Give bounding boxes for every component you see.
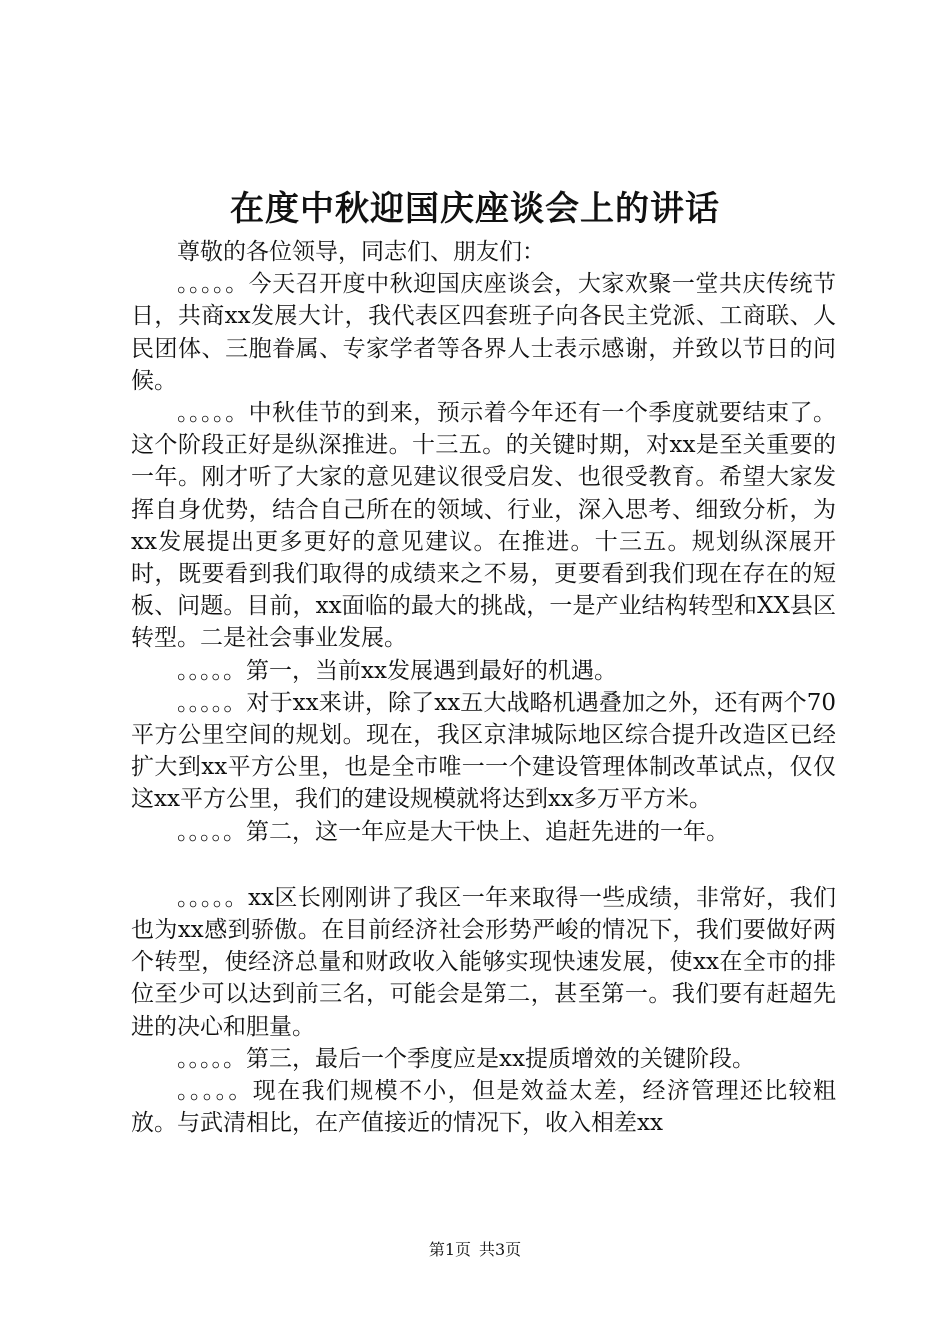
paragraph: 。。。。。中秋佳节的到来，预示着今年还有一个季度就要结束了。这个阶段正好是纵深推进。十三五。的关键时期，对xx是至关重要的一年。刚才听了大家的意见建议很受启发、也很受教育。希望大家发挥自身优势，结合自己所在的领域、行业，深入思考、细致分析，为xx发展提出更多更好的意见建议。在推进。十三五。规划纵深展开时，既要看到我们取得的成绩来之不易，更要看到我们现在存在的短板、问题。目前，xx面临的最大的挑战，一是产业结构转型和XX县区转型。二是社会事业发展。 [131,400,836,652]
paragraph: 。。。。。现在我们规模不小，但是效益太差，经济管理还比较粗放。与武清相比，在产值接近的情况下，收入相差xx [131,1078,836,1137]
paragraph: 。。。。。xx区长刚刚讲了我区一年来取得一些成绩，非常好，我们也为xx感到骄傲。在目前经济社会形势严峻的情况下，我们要做好两个转型，使经济总量和财政收入能够实现快速发展，使xx在全市的排位至少可以达到前三名，可能会是第二，甚至第一。我们要有赶超先进的决心和胆量。 [131,884,836,1040]
paragraph: 。。。。。对于xx来讲，除了xx五大战略机遇叠加之外，还有两个70平方公里空间的规划。现在，我区京津城际地区综合提升改造区已经扩大到xx平方公里，也是全市唯一一个建设管理体制改革试点，仅仅这xx平方公里，我们的建设规模就将达到xx多万平方米。 [131,689,836,813]
page-footer [0,1238,950,1262]
paragraph: 。。。。。第二，这一年应是大干快上、追赶先进的一年。 [177,818,729,845]
salutation: 尊敬的各位领导，同志们、朋友们： [177,239,545,265]
paragraph: 。。。。。第一，当前xx发展遇到最好的机遇。 [177,657,617,684]
page-total: 共3页 [479,1240,522,1259]
document-body [131,236,836,1139]
page-number: 第1页 [428,1240,471,1259]
paragraph: 。。。。。今天召开度中秋迎国庆座谈会，大家欢聚一堂共庆传统节日，共商xx发展大计，我代表区四套班子向各民主党派、工商联、人民团体、三胞眷属、专家学者等各界人士表示感谢，并致以节日的问候。 [131,271,836,394]
page-title: 在度中秋迎国庆座谈会上的讲话 [230,189,720,229]
paragraph: 。。。。。第三，最后一个季度应是xx提质增效的关键阶段。 [177,1045,755,1072]
